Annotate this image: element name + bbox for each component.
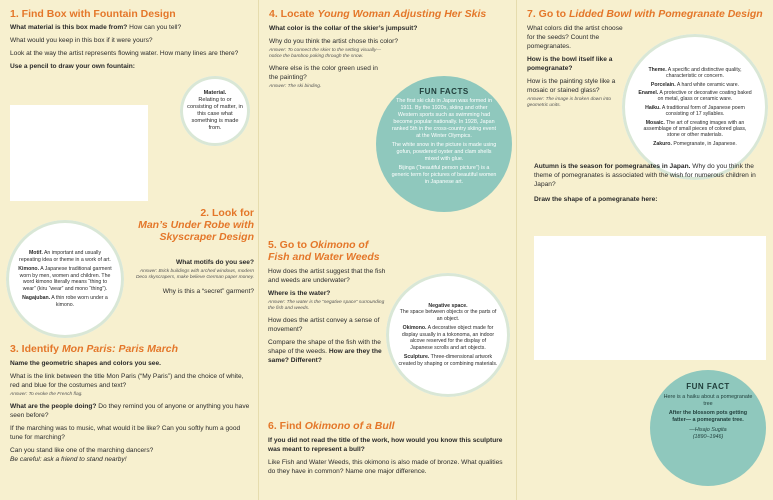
- section-6: [268, 420, 508, 480]
- section-3: [10, 343, 254, 468]
- answer-motifs: Answer: Brick buildings with arched windows, modern Deco skyscrapers, make believe German paper money.: [135, 269, 254, 280]
- question-mosaic: How is the painting style like a mosaic or stained glass?: [527, 78, 616, 94]
- question-collar: What color is the collar of the skier’s jumpsuit?: [269, 25, 418, 32]
- question-common: Like Fish and Water Weeds, this okimono is also made of bronze. What qualities do they have in common? Name one major difference.: [268, 459, 503, 475]
- fun-facts-circle: FUN FACTS The first ski club in Japan was formed in 1911. By the 1920s, skiing and other Western sports such as swimming had become popular nationally. In 1928, Japan ranked 5th in the cross-country skiing event at the Winter Olympics. The white snow in the picture is made using gofun, powdered oyster and clam shells mixed with glue. Bijinga (“beautiful person picture”) is a generic term for pictures of beautiful women in Japanese art.: [376, 76, 512, 212]
- section-5: [268, 239, 388, 369]
- definition-circle-kimono: Motif. An important and usually repeating idea or theme in a work of art. Kimono. A Japanese traditional garment worn by men, women and children. The word kimono literally means “thing to wear” (kiru “wear” and mono “thing”). Nagajuban. A thin robe worn under a kimono.: [6, 220, 124, 338]
- note-careful: Be careful: ask a friend to stand nearby!: [10, 456, 127, 463]
- section-7-title: 7. Go to Lidded Bowl with Pomegranate Design: [527, 8, 763, 20]
- question-shapes: Name the geometric shapes and colors you see.: [10, 360, 161, 367]
- section-4-title: 4. Locate Young Woman Adjusting Her Skis: [269, 8, 487, 20]
- haiku-text: After the blossom pots getting fatter— a pomegranate tree.: [668, 410, 748, 424]
- answer-ski-binding: Answer: The ski binding.: [269, 84, 322, 89]
- section-7-autumn: [534, 162, 766, 208]
- question-compare: Compare the shape of the fish with the shape of the weeds. How are they the same? Different?: [268, 339, 382, 364]
- section-2-questions: [130, 258, 254, 300]
- section-6-title: 6. Find Okimono of a Bull: [268, 420, 395, 432]
- question-secret: Why is this a “secret” garment?: [162, 288, 254, 295]
- answer-negative-space: Answer: The water is the “negative space” surrounding the fish and weeds.: [268, 300, 385, 311]
- question-material: What material is this box made from? How can you tell?: [10, 24, 182, 31]
- question-title-link: What is the link between the title Mon Paris (“My Paris”) and the choice of white, red and blue for the costumes and text?: [10, 373, 244, 389]
- answer-geometric: Answer: The image is broken down into geometric units.: [527, 97, 611, 108]
- section-5-title: 5. Go to Okimono of Fish and Water Weeds: [268, 239, 380, 263]
- question-autumn: Autumn is the season for pomegranates in Japan. Why do you think the theme of pomegranates is associated with the wish for numerous children in Japan?: [534, 163, 756, 188]
- question-people: What are the people doing? Do they remind you of anyone or anything you have seen before?: [10, 403, 250, 419]
- section-1-title: 1. Find Box with Fountain Design: [10, 8, 176, 20]
- fun-fact-circle: FUN FACT Here is a haiku about a pomegranate tree After the blossom pots getting fatter— a pomegranate tree. —Hisajo Sugita (1890–1946): [650, 370, 766, 486]
- drawing-box-pomegranate[interactable]: [534, 236, 766, 360]
- question-where-water: Where is the water?: [268, 290, 331, 297]
- question-keep: What would you keep in this box if it were yours?: [10, 37, 153, 44]
- question-green: Where else is the color green used in the painting?: [269, 65, 378, 81]
- question-lines: Look at the way the artist represents flowing water. How many lines are there?: [10, 50, 239, 57]
- draw-pomegranate-prompt: Draw the shape of a pomegranate here:: [534, 196, 658, 203]
- drawing-box-fountain[interactable]: [10, 105, 148, 201]
- definition-circle-pomegranate: Theme. A specific and distinctive quality, characteristic or concern. Porcelain. A hard white ceramic ware. Enamel. A protective or decorative coating baked on metal, glass or ceramic ware. Haiku. A traditional form of Japanese poem consisting of 17 syllables. Mosaic. The art of creating images with an assemblage of small pieces of colored glass, stone or other materials. Zakuro. Pomegranate, in Japanese.: [622, 34, 768, 180]
- question-underwater: How does the artist suggest that the fish and weeds are underwater?: [268, 268, 386, 284]
- question-movement: How does the artist convey a sense of movement?: [268, 317, 380, 333]
- question-seeds: What colors did the artist choose for the seeds? Count the pomegranates.: [527, 25, 623, 50]
- answer-french-flag: Answer: To evoke the French flag.: [10, 392, 83, 397]
- question-motifs: What motifs do you see?: [175, 259, 254, 266]
- answer-bamboo: Answer: To connect the skier to the setting visually—notice the bamboo poking through the snow.: [269, 48, 382, 59]
- question-bull: If you did not read the title of the work, how would you know this sculpture was meant to represent a bull?: [268, 437, 503, 453]
- definition-circle-material: Material. Relating to or consisting of matter, in this case what something is made from.: [180, 76, 250, 146]
- section-3-title: 3. Identify Mon Paris: Paris March: [10, 343, 179, 355]
- definition-circle-okimono: Negative space. The space between objects or the parts of an object. Okimono. A decorative object made for display usually in a tokonoma, an indoor alcove reserved for the display of Japanese scrolls and art objects. Sculpture. Three-dimensional artwork created by shaping or combining materials.: [386, 273, 510, 397]
- section-2-title: 2. Look for Man’s Under Robe with Skyscraper Design: [138, 207, 254, 243]
- question-stand: Can you stand like one of the marching dancers?: [10, 447, 154, 454]
- question-music: If the marching was to music, what would it be like? Can you softly hum a good tune for marching?: [10, 425, 241, 441]
- question-why-color: Why do you think the artist chose this color?: [269, 38, 399, 45]
- draw-fountain-prompt: Use a pencil to draw your own fountain:: [10, 63, 135, 70]
- question-bowl: How is the bowl itself like a pomegranate?: [527, 56, 613, 72]
